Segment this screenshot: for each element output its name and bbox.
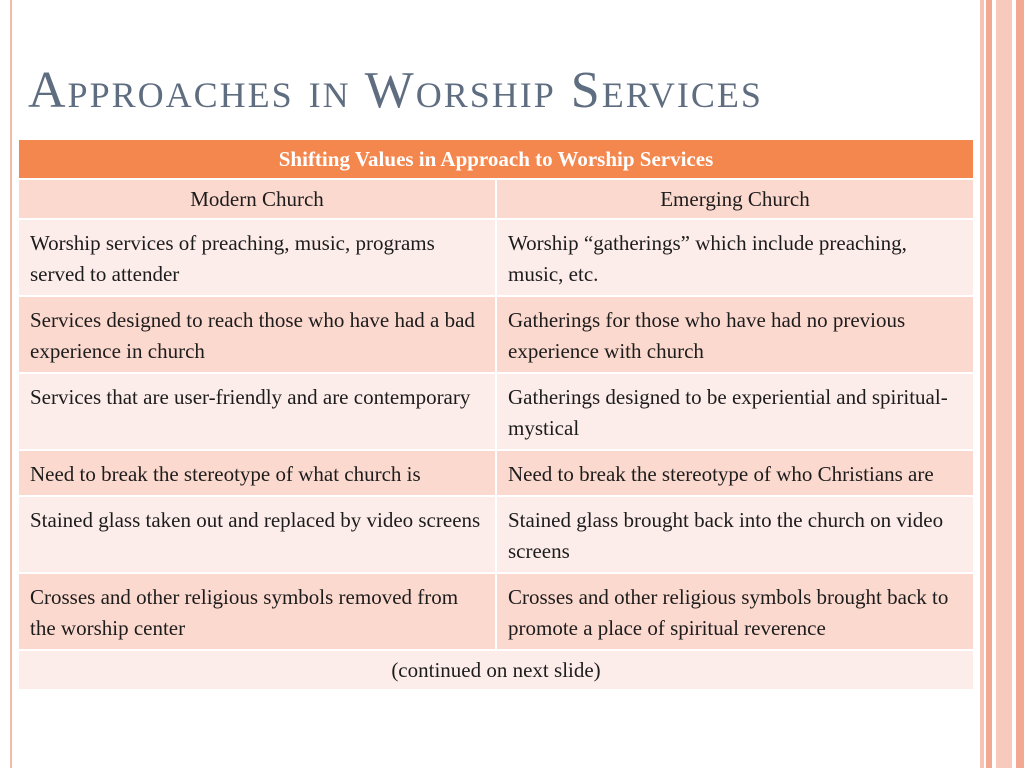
table-header-row: [18, 179, 974, 219]
table-row: [18, 450, 974, 496]
emerging-cell: Worship “gatherings” which include preaching, music, etc.: [496, 219, 974, 296]
emerging-cell: Gatherings for those who have had no previous experience with church: [496, 296, 974, 373]
table-row: [18, 373, 974, 450]
emerging-cell: Stained glass brought back into the church on video screens: [496, 496, 974, 573]
table-footer-row: [18, 650, 974, 690]
column-header-modern: Modern Church: [18, 179, 496, 219]
table-caption-row: [18, 139, 974, 179]
modern-cell: Stained glass taken out and replaced by video screens: [18, 496, 496, 573]
modern-cell: Services designed to reach those who have had a bad experience in church: [18, 296, 496, 373]
table-row: [18, 496, 974, 573]
table-row: [18, 219, 974, 296]
modern-cell: Crosses and other religious symbols removed from the worship center: [18, 573, 496, 650]
modern-cell: Worship services of preaching, music, programs served to attender: [18, 219, 496, 296]
table-caption: Shifting Values in Approach to Worship Services: [18, 139, 974, 179]
emerging-cell: Need to break the stereotype of who Christians are: [496, 450, 974, 496]
right-decorative-stripes: [976, 0, 1024, 768]
values-table: [17, 138, 975, 691]
emerging-cell: Gatherings designed to be experiential and spiritual-mystical: [496, 373, 974, 450]
left-decorative-border: [0, 0, 12, 768]
column-header-emerging: Emerging Church: [496, 179, 974, 219]
slide-title: Approaches in Worship Services: [28, 62, 763, 119]
modern-cell: Need to break the stereotype of what church is: [18, 450, 496, 496]
modern-cell: Services that are user-friendly and are contemporary: [18, 373, 496, 450]
table-row: [18, 296, 974, 373]
continued-note: (continued on next slide): [18, 650, 974, 690]
table-row: [18, 573, 974, 650]
emerging-cell: Crosses and other religious symbols brought back to promote a place of spiritual reverence: [496, 573, 974, 650]
